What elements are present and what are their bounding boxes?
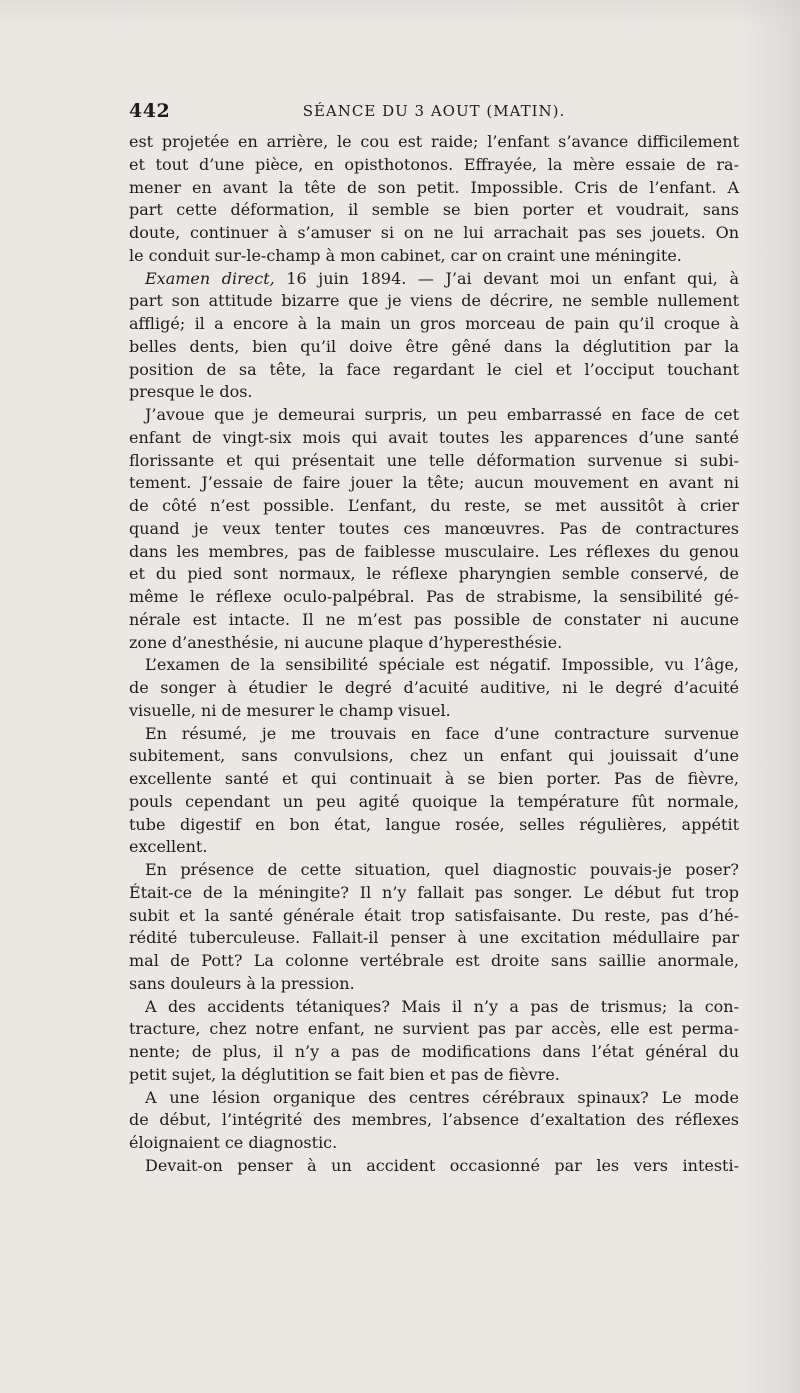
section-lead-in: Examen direct,	[145, 268, 275, 288]
text-line: excellente santé et qui continuait à se bien porter. Pas de fièvre,	[129, 769, 739, 788]
text-line: de début, l’intégrité des membres, l’absence d’exaltation des réflexes	[129, 1110, 739, 1130]
text-line: mener en avant la tête de son petit. Impossible. Cris de l’enfant. A	[129, 177, 739, 197]
text-line: L’examen de la sensibilité spéciale est négatif. Impossible, vu l’âge,	[145, 655, 739, 675]
text-line: En présence de cette situation, quel diagnostic pouvais-je poser?	[145, 860, 739, 879]
text-line: zone d’anesthésie, ni aucune plaque d’hyperesthésie.	[129, 632, 563, 652]
text-line: Était-ce de la méningite? Il n’y fallait pas songer. Le début fut trop	[129, 882, 739, 902]
text-line: belles dents, bien qu’il doive être gêné dans la déglutition par la	[129, 336, 739, 356]
text-line: excellent.	[129, 837, 208, 857]
text-line: et du pied sont normaux, le réflexe pharyngien semble conservé, de	[129, 564, 739, 584]
text-line: éloignaient ce diagnostic.	[129, 1133, 338, 1152]
text-line: est projetée en arrière, le cou est raide; l’enfant s’avance difficilement	[129, 132, 739, 151]
text-line: Examen direct, 16 juin 1894. — J’ai devant moi un enfant qui, à	[145, 268, 739, 288]
body-text	[129, 131, 739, 1178]
text-line: enfant de vingt-six mois qui avait toutes les apparences d’une santé	[129, 427, 739, 447]
text-line: nérale est intacte. Il ne m’est pas possible de constater ni aucune	[129, 609, 739, 629]
text-line: part cette déformation, il semble se bien porter et voudrait, sans	[129, 200, 739, 220]
text-line: de songer à étudier le degré d’acuité auditive, ni le degré d’acuité	[129, 678, 739, 697]
text-line: subitement, sans convulsions, chez un enfant qui jouissait d’une	[129, 746, 739, 766]
text-line: affligé; il a encore à la main un gros morceau de pain qu’il croque à	[129, 314, 739, 333]
text-line: presque le dos.	[129, 382, 253, 402]
text-line: même le réflexe oculo-palpébral. Pas de strabisme, la sensibilité gé-	[129, 587, 739, 606]
text-line: de côté n’est possible. L’enfant, du reste, se met aussitôt à crier	[129, 496, 739, 515]
text-line: petit sujet, la déglutition se fait bien et pas de fièvre.	[129, 1064, 560, 1084]
text-line: le conduit sur-le-champ à mon cabinet, car on craint une méningite.	[129, 245, 682, 265]
text-line: dans les membres, pas de faiblesse musculaire. Les réflexes du genou	[129, 541, 739, 561]
text-line: J’avoue que je demeurai surpris, un peu embarrassé en face de cet	[145, 405, 739, 424]
page-header	[129, 100, 739, 126]
text-line: sans douleurs à la pression.	[129, 973, 355, 993]
text-line: et tout d’une pièce, en opisthotonos. Effrayée, la mère essaie de ra-	[129, 154, 739, 174]
text-line: part son attitude bizarre que je viens de décrire, ne semble nullement	[129, 291, 739, 311]
text-line: A des accidents tétaniques? Mais il n’y a pas de trismus; la con-	[145, 996, 739, 1016]
text-line: En résumé, je me trouvais en face d’une contracture survenue	[145, 723, 739, 743]
text-line: nente; de plus, il n’y a pas de modifications dans l’état général du	[129, 1042, 739, 1061]
text-line: A une lésion organique des centres cérébraux spinaux? Le mode	[145, 1087, 739, 1107]
text-line: tement. J’essaie de faire jouer la tête; aucun mouvement en avant ni	[129, 473, 739, 493]
text-line: doute, continuer à s’amuser si on ne lui arrachait pas ses jouets. On	[129, 223, 739, 242]
text-line: pouls cependant un peu agité quoique la température fût normale,	[129, 791, 739, 811]
text-line: quand je veux tenter toutes ces manœuvres. Pas de contractures	[129, 518, 739, 538]
text-line: subit et la santé générale était trop satisfaisante. Du reste, pas d’hé-	[129, 905, 739, 925]
page-shadow-top	[0, 0, 800, 30]
text-line: Devait-on penser à un accident occasionné par les vers intesti-	[145, 1155, 739, 1175]
text-line: mal de Pott? La colonne vertébrale est droite sans saillie anormale,	[129, 951, 739, 970]
text-line: tube digestif en bon état, langue rosée, selles régulières, appétit	[129, 814, 739, 834]
text-line: position de sa tête, la face regardant le ciel et l’occiput touchant	[129, 359, 739, 379]
text-line: visuelle, ni de mesurer le champ visuel.	[129, 700, 451, 720]
text-line: rédité tuberculeuse. Fallait-il penser à une excitation médullaire par	[129, 928, 739, 948]
page-number: 442	[129, 100, 171, 122]
text-line: tracture, chez notre enfant, ne survient pas par accès, elle est perma-	[129, 1019, 739, 1039]
running-title: SÉANCE DU 3 AOUT (MATIN).	[302, 102, 566, 120]
page-shadow-right	[740, 0, 800, 1393]
text-line: florissante et qui présentait une telle déformation survenue si subi-	[129, 450, 739, 470]
